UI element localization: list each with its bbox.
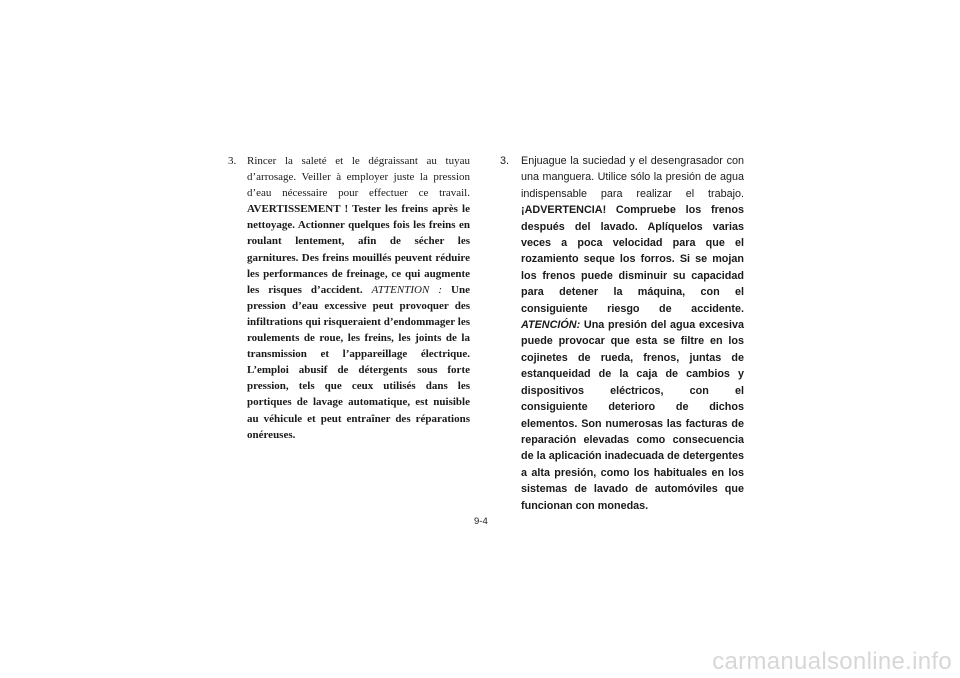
french-step-number: 3.	[228, 155, 237, 167]
french-caution-label: ATTENTION :	[371, 283, 442, 296]
spanish-instruction-text: Enjuague la suciedad y el desengrasador con una manguera. Utilice sólo la presión de agua indispensable para realizar el trabajo.	[521, 155, 744, 200]
french-instruction-text: Rincer la saleté et le dégraissant au tuyau d’arrosage. Veiller à employer juste la pression d’eau nécessaire pour effectuer ce travail.	[247, 155, 470, 200]
spanish-step-number: 3.	[500, 155, 510, 167]
spanish-warning-text: ¡ADVERTENCIA! Compruebe los frenos después del lavado. Aplíquelos varias veces a poca velocidad para que el rozamiento seque los forros. Si se mojan los frenos puede disminuir su capacidad para detener la máquina, con el consiguiente riesgo de accidente.	[521, 204, 744, 315]
spanish-caution-text: Una presión del agua excesiva puede provocar que esta se filtre en los cojinetes de rueda, frenos, juntas de estanqueidad de la caja de cambios y dispositivos eléctricos, con el consiguiente deterioro de dichos elementos. Son numerosas las facturas de reparación elevadas como consecuencia de la aplicación inadecuada de detergentes a alta presión, como los habituales en los sistemas de lavado de automóviles que funcionan con monedas.	[521, 319, 744, 512]
spanish-column	[500, 153, 744, 514]
french-caution-text: Une pression d’eau excessive peut provoquer des infiltrations qui risqueraient d’endommager les roulements de roue, les freins, les joints de la transmission et l’appareillage électrique. L’emploi abusif de détergents sous forte pression, tels que ceux utilisés dans les portiques de lavage automatique, est nuisible au véhicule et peut entraîner des réparations onéreuses.	[247, 283, 470, 441]
french-column	[228, 153, 470, 443]
spanish-caution-label: ATENCIÓN:	[521, 319, 581, 332]
french-step-3	[228, 153, 470, 443]
watermark: carmanualsonline.info	[712, 648, 952, 675]
spanish-step-3	[500, 153, 744, 514]
french-warning-text: AVERTISSEMENT ! Tester les freins après le nettoyage. Actionner quelques fois les freins en roulant lentement, afin de sécher les garnitures. Des freins mouillés peuvent réduire les performances de freinage, ce qui augmente les risques d’accident.	[247, 203, 470, 296]
page-number: 9-4	[474, 516, 488, 527]
